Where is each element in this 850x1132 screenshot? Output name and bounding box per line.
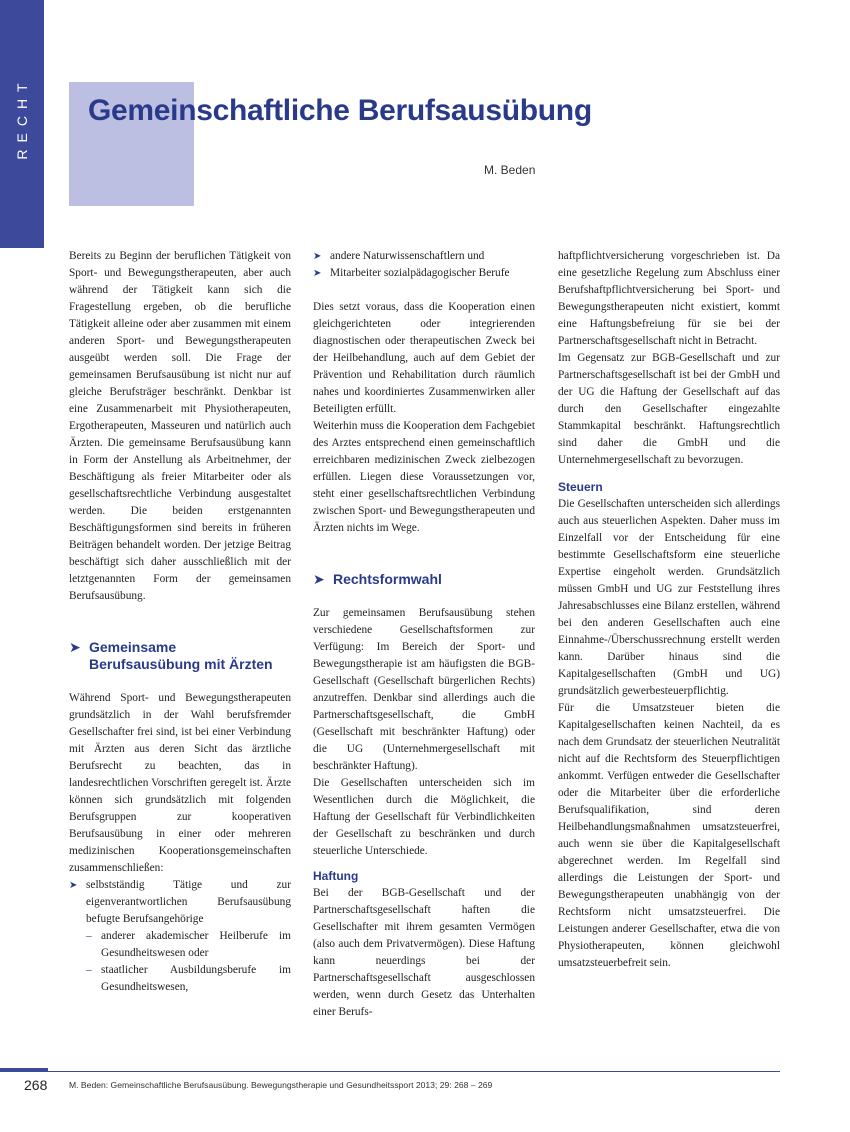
citation: M. Beden: Gemeinschaftliche Berufsausübung. Bewegungstherapie und Gesundheitssport 2013; 29: 268 – 269 <box>69 1080 493 1090</box>
body-paragraph: Während Sport- und Bewegungstherapeuten grundsätzlich in der Wahl berufsfremder Gesellschafter frei sind, ist bei einer Verbindung mit Ärzten aus deren Sicht das ärztliche Berufsrecht zu beachten, das in landesrechtlichen Vorschriften geregelt ist. Ärzte können sich grundsätzlich mit folgenden Berufsgruppen zur kooperativen Berufsausübung in einer oder mehreren medizinischen Kooperationsgemeinschaften zusammenschließen: <box>69 692 291 874</box>
arrow-icon: ➤ <box>69 639 81 655</box>
list-item: ➤ selbstständig Tätige und zur eigenverantwortlichen Berufsausübung befugte Berufsangehörige <box>69 879 291 925</box>
subheading-steuern: Steuern <box>558 480 603 494</box>
column-3 <box>558 248 780 972</box>
article-author: M. Beden <box>484 163 536 177</box>
section-heading-rechtsformwahl: ➤ Rechtsformwahl <box>313 571 442 587</box>
paragraph: Im Gegensatz zur BGB-Gesellschaft und zur Partnerschaftsgesellschaft ist bei der GmbH und der UG die Haftung der Gesellschaft auf das durch den Gesellschafter eingezahlte Stammkapital beschränkt. Haftungsrechtlich sind daher die GmbH und die Unternehmergesellschaft zu bevorzugen. <box>558 352 780 466</box>
paragraph: Bei der BGB-Gesellschaft und der Partnerschaftsgesellschaft haften die Gesellschafter mit ihrem gesamten Vermögen (also auch dem Privatvermögen). Diese Haftung kann neuerdings bei der Partnerschaftsgesellschaft ausgeschlossen werden, wenn durch Gesetz das Unterhalten einer Berufs- <box>313 887 535 1018</box>
citation-journal: Bewegungstherapie und Gesundheitssport 2013; 29: 268 – 269 <box>251 1080 493 1090</box>
intro-paragraph: Bereits zu Beginn der beruflichen Tätigkeit von Sport- und Bewegungstherapeuten, aber auch während der Tätigkeit kann sich die Fragestellung ergeben, ob die berufliche Tätigkeit alleine oder aber zusammen mit einem anderen Sport- und Bewegungstherapeuten ausgeübt werden soll. Die Frage der gemeinsamen Berufsausübung ist nicht nur auf gleiche Berufsträger beschränkt. Denkbar ist eine Zusammenarbeit mit Physiotherapeuten, Ergotherapeuten, Masseuren und natürlich auch Ärzten. Die gemeinsame Berufsausübung kann in Form der Anstellung als Arbeitnehmer, der Beschäftigung als freier Mitarbeiter oder als gesellschaftsrechtliche Verbindung ausgestaltet werden. Die beiden erstgenannten Beschäftigungsformen sind bereits in früheren Beiträgen behandelt worden. Der jetzige Beitrag beschäftigt sich daher ausschließlich mit der letztgenannten Form der gemeinsamen Berufsausübung. <box>69 250 291 602</box>
list-item: ➤ Mitarbeiter sozialpädagogischer Berufe <box>313 265 535 282</box>
article-title: Gemeinschaftliche Berufsausübung <box>88 94 592 127</box>
footer-accent-bar <box>0 1068 48 1072</box>
paragraph: Die Gesellschaften unterscheiden sich allerdings auch aus steuerlichen Aspekten. Daher muss im Einzelfall vor der Entscheidung für eine bestimmte Gesellschaftsform eine steuerliche Expertise eingeholt werden. Grundsätzlich müssen GmbH und UG zur Feststellung ihres Jahresabschlusses eine Bilanz erstellen, während bei den anderen Gesellschaften auch eine Einnahme-/Überschussrechnung erstellt werden kann. Darüber hinaus sind die Kapitalgesellschaften (GmbH und UG) grundsätzlich gewerbesteuerpflichtig. <box>558 498 780 697</box>
paragraph: Dies setzt voraus, dass die Kooperation einen gleichgerichteten oder integrierenden diagnostischen oder therapeutischen Zweck bei der Heilbehandlung, auch auf dem Gebiet der Prävention und Rehabilitation durch räumlich nahes und koordiniertes Zusammenwirken aller Beteiligten erfüllt. <box>313 301 535 415</box>
dash-bullet-icon: – <box>86 930 92 942</box>
paragraph: Weiterhin muss die Kooperation dem Fachgebiet des Arztes entsprechend einen gemeinschaftlich erreichbaren medizinischen Zweck zielbezogen erfüllen. Liegen diese Voraussetzungen vor, steht einer gesellschaftsrechtlichen Verbindung zwischen Sport- und Bewegungstherapeuten und Ärzten nichts im Wege. <box>313 420 535 534</box>
sub-list-item: – staatlicher Ausbildungsberufe im Gesundheitswesen, <box>86 964 291 993</box>
paragraph: Die Gesellschaften unterscheiden sich im Wesentlichen durch die Möglichkeit, die Haftung der Gesellschaft für Verbindlichkeiten der Gesellschaft zu beschränken und durch steuerliche Unterschiede. <box>313 777 535 857</box>
heading-line-1: Gemeinsame <box>89 639 177 655</box>
footer-rule <box>0 1071 780 1072</box>
column-2 <box>313 248 535 1021</box>
paragraph: Für die Umsatzsteuer bieten die Kapitalgesellschaften keinen Nachteil, da es nach dem Grundsatz der steuerlichen Neutralität nicht auf die Rechtsform des Steuerpflichtigen ankommt. Verfügen entweder die Gesellschafter oder die Mitarbeiter über die erforderliche Berufsqualifikation, sind deren Heilbehandlungsmaßnahmen umsatzsteuerfrei, auch wenn sie über die Kapitalgesellschaft abgerechnet werden. Im Regelfall sind allerdings die Leistungen der Sport- und Bewegungstherapeuten unabhängig von der Rechtsform nicht umsatzsteuerfrei. Die Leistungen anderer Gesellschafter, etwa die von Physiotherapeuten, können gleichwohl umsatzsteuerbefreit sein. <box>558 702 780 969</box>
arrow-bullet-icon: ➤ <box>69 880 78 891</box>
page-number: 268 <box>24 1077 48 1093</box>
paragraph: Zur gemeinsamen Berufsausübung stehen verschiedene Gesellschaftsformen zur Verfügung: Im Bereich der Sport- und Bewegungstherapie ist am häufigsten die BGB-Gesellschaft (Gesellschaft bürgerlichen Rechts) anzutreffen. Denkbar sind allerdings auch die Partnerschaftsgesellschaft, die GmbH (Gesellschaft mit beschränkter Haftung) oder die UG (Unternehmergesellschaft mit beschränkter Haftung). <box>313 607 535 772</box>
section-label: RECHT <box>14 76 30 160</box>
section-heading-aerzte <box>69 639 291 673</box>
heading-line-2: Berufsausübung mit Ärzten <box>89 656 273 672</box>
dash-bullet-icon: – <box>86 964 92 976</box>
column-1 <box>69 248 291 996</box>
arrow-bullet-icon: ➤ <box>313 268 322 279</box>
arrow-icon: ➤ <box>313 571 325 587</box>
sub-list-item: – anderer akademischer Heilberufe im Gesundheitswesen oder <box>86 930 291 959</box>
arrow-bullet-icon: ➤ <box>313 251 322 262</box>
paragraph: haftpflichtversicherung vorgeschrieben ist. Da eine gesetzliche Regelung zum Abschluss einer Berufshaftpflichtversicherung bei Sport- und Bewegungstherapeuten nicht existiert, kommt eine Haftungsbefreiung für sie bei der Partnerschaftsgesellschaft nicht in Betracht. <box>558 250 780 347</box>
list-item: ➤ andere Naturwissenschaftlern und <box>313 248 535 265</box>
subheading-haftung: Haftung <box>313 869 359 883</box>
